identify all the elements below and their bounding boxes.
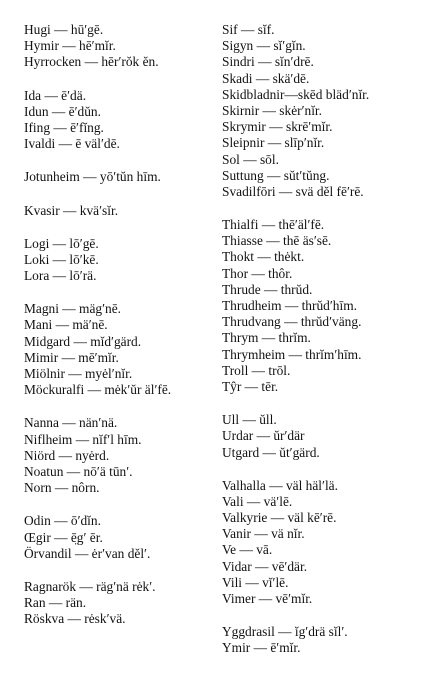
pronunciation-entry: Ran — rän. — [24, 595, 87, 611]
pronunciation-entry: Thor — thôr. — [222, 265, 293, 281]
pronunciation-entry: Ivaldi — ē väl′dē. — [24, 136, 120, 152]
pronunciation-entry: Nanna — nän′nä. — [24, 415, 118, 431]
pronunciation-entry: Ull — ŭll. — [222, 412, 277, 428]
pronunciation-entry: Utgard — ŭt′gärd. — [222, 444, 320, 460]
pronunciation-entry: Ifing — ē′fĭng. — [24, 119, 104, 135]
entry-group — [222, 22, 426, 200]
pronunciation-entry: Vanir — vä nĭr. — [222, 526, 305, 542]
pronunciation-entry: Sindri — sĭn′drē. — [222, 54, 314, 70]
pronunciation-entry: Kvasir — kvä′sĭr. — [24, 202, 119, 218]
pronunciation-entry: Troll — trōl. — [222, 362, 291, 378]
entry-group — [24, 22, 216, 71]
pronunciation-entry: Sigyn — sĭ′gĭn. — [222, 38, 306, 54]
pronunciation-entry: Vali — vä′lē. — [222, 493, 293, 509]
pronunciation-entry: Vimer — vē′mĭr. — [222, 591, 313, 606]
pronunciation-entry: Ve — vā. — [222, 542, 273, 558]
entry-group — [24, 88, 216, 153]
entry-group — [24, 301, 216, 398]
entry-group — [24, 513, 216, 562]
pronunciation-entry: Urdar — ŭr′där — [222, 428, 305, 444]
pronunciation-entry: Miölnir — myėl′nĭr. — [24, 366, 133, 381]
pronunciation-entry: Svadilfōri — svä dĕl fē′rē. — [222, 183, 364, 199]
pronunciation-entry: Sleipnir — slīp′nĭr. — [222, 135, 325, 151]
pronunciation-entry: Sif — sĭf. — [222, 22, 275, 37]
pronunciation-entry: Hyrrocken — hēr′rŏk ĕn. — [24, 54, 159, 70]
pronunciation-entry: Thrudvang — thrŭd′väng. — [222, 314, 362, 330]
entry-group — [24, 236, 216, 285]
right-column — [222, 22, 426, 674]
pronunciation-entry: Odin — ō′dĭn. — [24, 513, 101, 529]
pronunciation-entry: Thialfi — thē′äl′fē. — [222, 217, 325, 233]
entry-group — [24, 579, 216, 628]
pronunciation-entry: Skirnir — skėr′nĭr. — [222, 102, 323, 118]
pronunciation-entry: Skadi — skä′dē. — [222, 70, 310, 86]
pronunciation-entry: Thiasse — thē äs′sē. — [222, 233, 332, 249]
pronunciation-entry: Mimir — mē′mĭr. — [24, 349, 119, 365]
pronunciation-entry: Loki — lō′kē. — [24, 251, 99, 267]
pronunciation-entry: Valkyrie — väl kē′rē. — [222, 510, 337, 526]
pronunciation-entry: Möckuralfi — mėk′ŭr äl′fē. — [24, 382, 172, 398]
pronunciation-entry: Jotunheim — yō′tŭn hīm. — [24, 169, 161, 185]
pronunciation-entry: Örvandil — ėr′van dĕl′. — [24, 545, 151, 561]
pronunciation-entry: Ymir — ē′mĭr. — [222, 640, 301, 656]
pronunciation-entry: Magni — mäg′nē. — [24, 301, 122, 317]
pronunciation-entry: Idun — ē′dŭn. — [24, 103, 101, 119]
pronunciation-entry: Thrym — thrĭm. — [222, 330, 311, 346]
pronunciation-entry: Œgir — ē̤g′ ēr. — [24, 529, 103, 545]
entry-group — [222, 412, 426, 461]
left-column — [24, 22, 216, 644]
entry-group — [24, 415, 216, 496]
pronunciation-entry: Yggdrasil — ĭg′drä sĭl′. — [222, 624, 348, 640]
pronunciation-entry: Suttung — sŭt′tŭng. — [222, 167, 330, 183]
pronunciation-entry: Hymir — hē′mĭr. — [24, 38, 116, 54]
pronunciation-entry: Röskva — rėsk′vä. — [24, 611, 126, 627]
pronunciation-entry: Ragnarök — räg′nä rėk′. — [24, 578, 156, 594]
pronunciation-entry: Midgard — mĭd′gärd. — [24, 333, 142, 349]
pronunciation-entry: Norn — nôrn. — [24, 480, 100, 496]
pronunciation-entry: Ida — ē′dä. — [24, 87, 87, 103]
entry-group — [222, 217, 426, 395]
pronunciation-entry: Thrudheim — thrŭd′hīm. — [222, 298, 357, 313]
pronunciation-entry: Mani — mä′nē. — [24, 317, 108, 333]
pronunciation-entry: Skrymir — skrē′mĭr. — [222, 119, 333, 135]
pronunciation-entry: Thokt — thėkt. — [222, 249, 305, 265]
pronunciation-entry: Sol — sōl. — [222, 151, 279, 167]
pronunciation-entry: Hugi — hū′gē. — [24, 22, 104, 37]
pronunciation-entry: Niflheim — nĭf′l hīm. — [24, 431, 142, 447]
pronunciation-entry: Valhalla — väl häl′lä. — [222, 477, 338, 493]
pronunciation-entry: Thrymheim — thrĭm′hīm. — [222, 346, 362, 362]
pronunciation-entry: Noatun — nō′ä tūn′. — [24, 463, 133, 479]
entry-group — [24, 203, 216, 219]
pronunciation-entry: Vidar — vē′där. — [222, 558, 308, 574]
pronunciation-entry: Tŷr — tēr. — [222, 378, 279, 394]
entry-group — [24, 169, 216, 185]
pronunciation-entry: Thrude — thrŭd. — [222, 281, 313, 297]
pronunciation-entry: Logi — lō′gē. — [24, 235, 99, 251]
pronunciation-entry: Vili — vĭ′lē. — [222, 574, 289, 590]
entry-group — [222, 478, 426, 608]
pronunciation-entry: Lora — lō′rä. — [24, 268, 97, 284]
entry-group — [222, 624, 426, 656]
pronunciation-entry: Niörd — nyėrd. — [24, 447, 110, 463]
pronunciation-entry: Skidbladnir—skēd bläd′nĭr. — [222, 86, 370, 102]
